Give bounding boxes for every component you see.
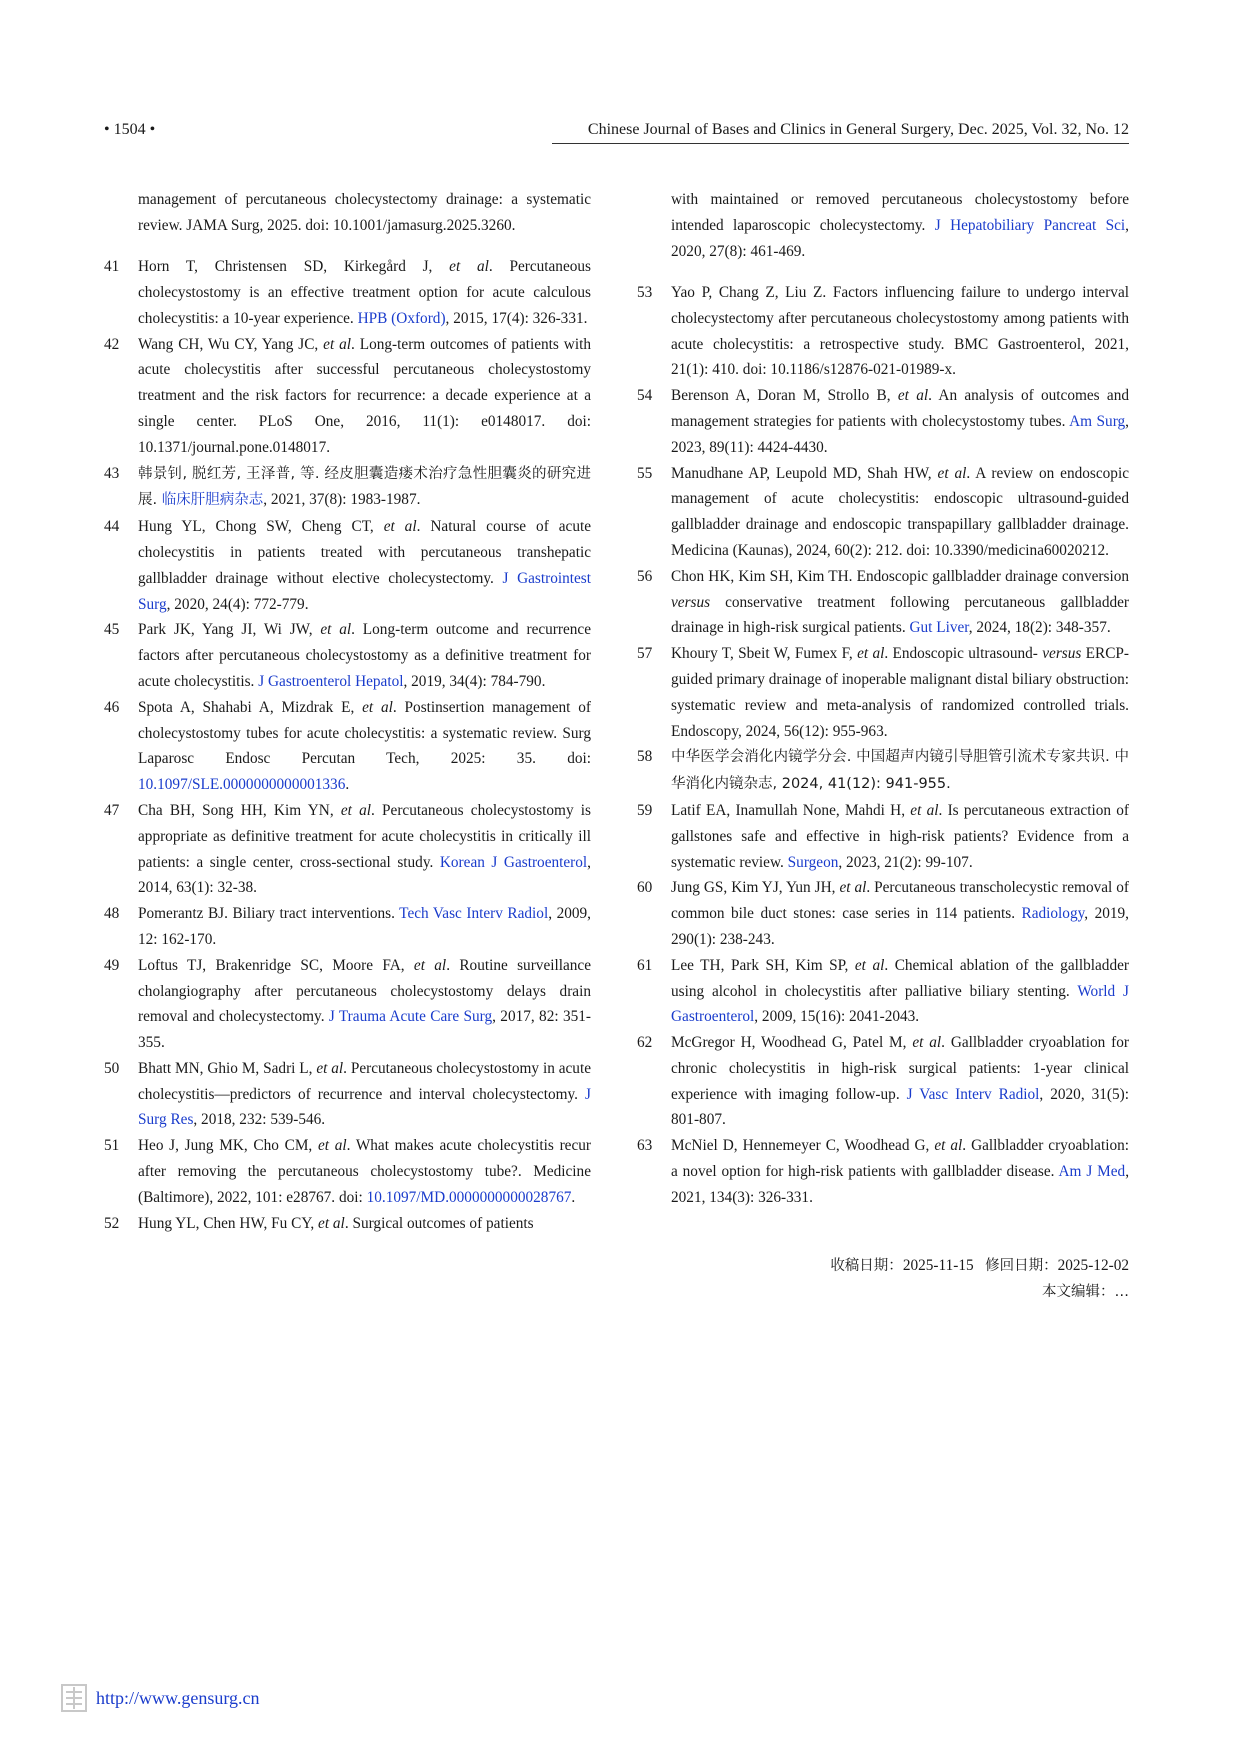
reference-number: 54 (637, 387, 653, 405)
reference-number: 58 (637, 748, 653, 766)
reference-citation: , 2021, 134(3): 326-331. (671, 1163, 1130, 1206)
reference-italic: et al (320, 621, 352, 639)
reference-title: . Long-term outcomes of patients with acute cholecystitis after successful percutaneous cholecystostomy treatment and the risk factors for recurrence: a decade experience at a single center. PLoS One, 2016, 11(1): e0148017. doi: 10.1371/journal.pone.0148017. (138, 335, 591, 456)
received-label: 收稿日期： (830, 1258, 903, 1274)
reference-title: . Percutaneous cholecystostomy is appropriate as definitive treatment for acute cholecystitis in critically ill patients: a single center, cross-sectional study. (138, 801, 592, 871)
reference-italic: et al (362, 698, 393, 716)
reference-authors: Lee TH, Park SH, Kim SP, (671, 956, 855, 974)
manuscript-dates (830, 1253, 1129, 1305)
reference-entry (637, 744, 1129, 798)
editor-label: 本文编辑： (1042, 1284, 1115, 1300)
reference-citation: , 2020, 31(5): 801-807. (671, 1085, 1129, 1129)
reference-italic: et al (857, 645, 885, 663)
reference-italic: versus (671, 593, 711, 611)
received-revised-line (830, 1253, 1129, 1279)
journal-link[interactable]: Gut Liver (909, 619, 969, 637)
right-reference-list (637, 280, 1129, 1211)
page-footer (60, 1683, 260, 1713)
reference-italic: et al (323, 335, 352, 353)
left-reference-column (104, 172, 591, 1236)
reference-italic: et al (897, 387, 929, 405)
left-reference-list (104, 254, 591, 1236)
journal-link[interactable]: J Surg Res (138, 1085, 591, 1129)
reference-number: 53 (637, 283, 653, 301)
reference-entry (104, 695, 591, 798)
reference-authors: Bhatt MN, Ghio M, Sadri L, (138, 1059, 317, 1077)
reference-citation: , 2019, 34(4): 784-790. (403, 672, 546, 690)
reference-authors: 中华医学会消化内镜学分会. 中国超声内镜引导胆管引流术专家共识. 中华消化内镜杂志, 2024, 41(12): 941-955. (671, 749, 1129, 793)
reference-italic: et al (839, 879, 867, 897)
reference-entry (104, 254, 591, 331)
continued-reference-text (637, 187, 1129, 264)
reference-authors: Jung GS, Kim YJ, Yun JH, (671, 879, 840, 897)
reference-title: . Postinsertion management of cholecystostomy tubes for acute cholecystitis: a systematic review. Surg Laparosc Endosc Percutan Tech, 2025: 35. doi: (138, 698, 591, 768)
reference-entry (104, 617, 591, 694)
reference-number: 59 (637, 801, 653, 819)
reference-number: 41 (104, 258, 120, 276)
reference-number: 45 (104, 621, 120, 639)
reference-number: 63 (637, 1137, 653, 1155)
reference-title: . What makes acute cholecystitis recur after removing the percutaneous cholecystostomy tube?. Medicine (Baltimore), 2022, 101: e28767. doi: (138, 1137, 591, 1206)
reference-title: . Long-term outcome and recurrence factors after percutaneous cholecystostomy as a definitive treatment for acute cholecystitis. (138, 621, 592, 690)
reference-authors: Berenson A, Doran M, Strollo B, (671, 387, 898, 405)
continued-reference-text: management of percutaneous cholecystectomy drainage: a systematic review. JAMA Surg, 2025. doi: 10.1001/jamasurg.2025.3260. (138, 191, 591, 235)
reference-number: 43 (104, 464, 120, 482)
reference-authors: Park JK, Yang JI, Wi JW, (138, 621, 321, 639)
reference-number: 60 (637, 879, 653, 897)
reference-authors: Pomerantz BJ. Biliary tract interventions. (138, 905, 400, 923)
reference-number: 57 (637, 645, 653, 663)
reference-italic: et al (340, 801, 371, 819)
editor-name: … (1114, 1284, 1129, 1300)
reference-entry (637, 1030, 1129, 1133)
reference-title: . Percutaneous transcholecystic removal of common bile duct stones: case series in 114 patients. (671, 879, 1129, 923)
reference-entry (104, 901, 591, 953)
reference-number: 44 (104, 518, 120, 536)
reference-entry (104, 1133, 591, 1210)
reference-authors: Chon HK, Kim SH, Kim TH. Endoscopic gallbladder drainage conversion (671, 567, 1129, 585)
reference-authors: Heo J, Jung MK, Cho CM, (138, 1137, 318, 1155)
reference-number: 49 (104, 956, 120, 974)
reference-entry (104, 514, 591, 617)
reference-entry (104, 953, 591, 1056)
reference-entry (104, 1211, 591, 1237)
reference-italic: et al (317, 1137, 347, 1155)
journal-title: Chinese Journal of Bases and Clinics in General Surgery, Dec. 2025, Vol. 32, No. 12 (587, 121, 1129, 138)
editor-line (830, 1279, 1129, 1305)
reference-citation: . (345, 776, 350, 794)
reference-title: . Natural course of acute cholecystitis in patients treated with percutaneous transhepatic gallbladder drainage without elective cholecystectomy. (138, 518, 592, 587)
reference-number: 55 (637, 464, 653, 482)
reference-entry (637, 564, 1129, 641)
journal-link[interactable]: J Gastrointest Surg (138, 569, 591, 613)
reference-title: . Is percutaneous extraction of gallstones safe and effective in high-risk patients? Evidence from a systematic review. (671, 801, 1130, 871)
reference-citation: , 2017, 82: 351-355. (138, 1008, 591, 1052)
reference-title: . Percutaneous cholecystostomy is an effective treatment option for acute calculous cholecystitis: a 10-year experience. (138, 258, 591, 327)
reference-italic: et al (912, 1034, 942, 1052)
journal-link[interactable]: Korean J Gastroenterol (439, 853, 588, 871)
journal-link[interactable]: 10.1097/MD.0000000000028767 (366, 1188, 572, 1206)
reference-title: . Gallbladder cryoablation for chronic cholecystitis in high-risk surgical patients: 1-year clinical experience with imaging follow-up. (671, 1034, 1130, 1103)
reference-citation: . (571, 1188, 576, 1206)
reference-title: . Routine surveillance cholangiography after percutaneous cholecystostomy delays drain removal and cholecystectomy. (138, 956, 592, 1026)
reference-citation: , 2018, 232: 539-546. (193, 1111, 326, 1129)
journal-link[interactable]: Surgeon (787, 853, 839, 871)
journal-link[interactable]: 10.1097/SLE.0000000000001336 (138, 776, 346, 794)
reference-italic: et al (383, 518, 417, 536)
journal-logo-icon (60, 1683, 88, 1713)
reference-title: . A review on endoscopic management of acute cholecystitis: endoscopic ultrasound-guided gallbladder drainage and endoscopic transpapillary gallbladder drainage. Medicina (Kaunas), 2024, 60(2): 212. doi: 10.3390/medicina60020212. (671, 464, 1129, 559)
reference-italic: versus (1042, 645, 1082, 663)
reference-italic: et al (316, 1059, 344, 1077)
reference-italic: et al (413, 956, 447, 974)
reference-italic: et al (910, 801, 939, 819)
reference-title: . Gallbladder cryoablation: a novel option for high-risk patients with gallbladder disease. (671, 1137, 1129, 1181)
reference-citation: , 2023, 21(2): 99-107. (838, 853, 973, 871)
reference-entry (637, 641, 1129, 744)
journal-link[interactable]: Tech Vasc Interv Radiol (399, 905, 549, 923)
reference-title: conservative treatment following percutaneous gallbladder drainage in high-risk surgical patients. (671, 593, 1129, 637)
reference-italic: et al (318, 1214, 345, 1232)
reference-authors: Spota A, Shahabi A, Mizdrak E, (138, 698, 363, 716)
reference-number: 46 (104, 698, 120, 716)
revised-label: 修回日期： (985, 1258, 1058, 1274)
reference-authors: Khoury T, Sbeit W, Fumex F, (671, 645, 858, 663)
header-rule (552, 143, 1129, 144)
reference-number: 50 (104, 1059, 120, 1077)
journal-link[interactable]: Radiology (1021, 905, 1085, 923)
reference-authors: Hung YL, Chen HW, Fu CY, (138, 1214, 319, 1232)
page-number: • 1504 • (104, 121, 156, 138)
reference-number: 47 (104, 801, 120, 819)
reference-authors: Yao P, Chang Z, Liu Z. Factors influencing failure to undergo interval cholecystectomy after percutaneous cholecystostomy among patients with acute cholecystitis: a retrospective study. BMC Gastroenterol, 2021, 21(1): 410. doi: 10.1186/s12876-021-01989-x. (671, 283, 1129, 379)
reference-number: 51 (104, 1137, 120, 1155)
journal-link[interactable]: J Gastroenterol Hepatol (258, 672, 404, 690)
reference-authors: Wang CH, Wu CY, Yang JC, (138, 335, 324, 353)
reference-italic: et al (854, 956, 885, 974)
reference-authors: Hung YL, Chong SW, Cheng CT, (138, 518, 384, 536)
reference-number: 42 (104, 335, 120, 353)
reference-number: 62 (637, 1034, 653, 1052)
reference-entry (637, 953, 1129, 1030)
reference-citation: , 2021, 37(8): 1983-1987. (263, 491, 421, 509)
journal-link[interactable]: Am J Med (1058, 1163, 1126, 1181)
reference-italic: et al (449, 258, 489, 276)
reference-title: . Surgical outcomes of patients (344, 1214, 534, 1232)
reference-entry (637, 280, 1129, 383)
reference-title: . Endoscopic ultrasound- (884, 645, 1043, 663)
reference-entry (104, 461, 591, 515)
reference-title: . Chemical ablation of the gallbladder using alcohol in cholecystitis after palliative biliary stenting. (671, 956, 1129, 1000)
reference-citation: , 2020, 24(4): 772-779. (166, 595, 309, 613)
reference-title: ERCP-guided primary drainage of inoperable malignant distal biliary obstruction: systematic review and meta-analysis of randomized controlled trials. Endoscopy, 2024, 56(12): 955-963. (671, 645, 1130, 740)
journal-link[interactable]: 临床肝胆病杂志 (161, 492, 264, 509)
reference-number: 52 (104, 1214, 120, 1232)
reference-citation: , 2024, 18(2): 348-357. (968, 619, 1111, 637)
right-reference-column (637, 172, 1129, 1211)
reference-title: . An analysis of outcomes and management strategies for patients with cholecystostomy tubes. (671, 387, 1129, 430)
reference-authors: Cha BH, Song HH, Kim YN, (138, 801, 341, 819)
journal-link[interactable]: World J Gastroenterol (671, 982, 1130, 1026)
continued-reference-tail: , 2020, 27(8): 461-469. (671, 217, 1129, 260)
reference-citation: , 2019, 290(1): 238-243. (671, 905, 1129, 948)
received-date: 2025-11-15 (902, 1257, 974, 1274)
reference-entry (637, 798, 1129, 875)
journal-link[interactable]: J Trauma Acute Care Surg (328, 1008, 493, 1026)
reference-entry (637, 383, 1129, 460)
reference-entry (104, 332, 591, 461)
reference-authors: 韩景钊, 脱红芳, 王泽普, 等. 经皮胆囊造瘘术治疗急性胆囊炎的研究进展. (138, 465, 591, 509)
reference-number: 56 (637, 567, 653, 585)
reference-citation: , 2009, 12: 162-170. (138, 905, 591, 948)
journal-link[interactable]: Am Surg (1069, 412, 1126, 430)
reference-citation: , 2023, 89(11): 4424-4430. (671, 412, 1129, 456)
reference-authors: McNiel D, Hennemeyer C, Woodhead G, (671, 1137, 935, 1155)
reference-entry (104, 798, 591, 901)
journal-link[interactable]: HPB (Oxford) (357, 309, 446, 327)
reference-entry (637, 1133, 1129, 1210)
reference-italic: et al (937, 464, 967, 482)
reference-number: 61 (637, 956, 653, 974)
reference-authors: Horn T, Christensen SD, Kirkegård J, (138, 258, 450, 276)
website-link[interactable]: http://www.gensurg.cn (96, 1687, 260, 1708)
journal-link[interactable]: J Vasc Interv Radiol (906, 1085, 1040, 1103)
reference-authors: Manudhane AP, Leupold MD, Shah HW, (671, 464, 938, 482)
reference-authors: McGregor H, Woodhead G, Patel M, (671, 1034, 913, 1052)
reference-citation: , 2014, 63(1): 32-38. (138, 853, 591, 897)
revised-date: 2025-12-02 (1057, 1257, 1129, 1274)
reference-italic: et al (934, 1137, 963, 1155)
reference-citation: , 2009, 15(16): 2041-2043. (754, 1008, 920, 1026)
reference-entry (104, 1056, 591, 1133)
reference-authors: Loftus TJ, Brakenridge SC, Moore FA, (138, 956, 414, 974)
reference-title: . Percutaneous cholecystostomy in acute cholecystitis—predictors of recurrence and interval cholecystectomy. (138, 1059, 591, 1103)
reference-authors: Latif EA, Inamullah None, Mahdi H, (671, 801, 911, 819)
reference-entry (637, 461, 1129, 564)
journal-link[interactable]: J Hepatobiliary Pancreat Sci (934, 217, 1126, 235)
reference-number: 48 (104, 905, 120, 923)
continued-reference-body: with maintained or removed percutaneous cholecystostomy before intended laparoscopic cholecystectomy. (671, 191, 1129, 235)
reference-entry (637, 875, 1129, 952)
reference-citation: , 2015, 17(4): 326-331. (445, 309, 588, 327)
